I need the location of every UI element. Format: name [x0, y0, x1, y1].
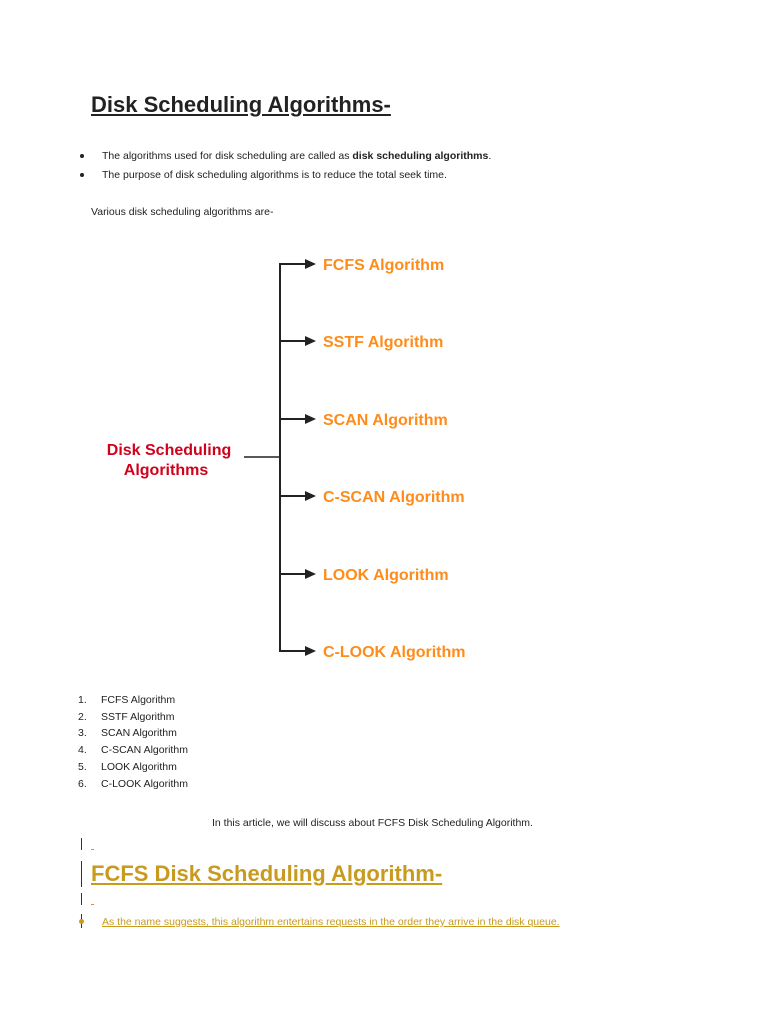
edit-marker-bar: [81, 861, 82, 887]
diagram-root-label-line2: Algorithms: [123, 462, 209, 479]
article-intro-text: In this article, we will discuss about FCFS Disk Scheduling Algorithm.: [212, 817, 533, 829]
arrow-head-icon: [305, 336, 316, 346]
list-item: 5. LOOK Algorithm: [78, 760, 177, 773]
bullet-item: The purpose of disk scheduling algorithms is to reduce the total seek time.: [80, 166, 491, 185]
bullet-dot-icon: [79, 919, 84, 924]
diagram-branch-label: SCAN Algorithm: [323, 412, 448, 429]
diagram-branch-label: LOOK Algorithm: [323, 567, 449, 584]
edit-marker-tick: [91, 904, 94, 905]
diagram-branch-label: FCFS Algorithm: [323, 257, 445, 274]
intro-text: Various disk scheduling algorithms are-: [91, 206, 274, 218]
disk-scheduling-diagram: [0, 240, 768, 680]
diagram-branch-label: C-LOOK Algorithm: [323, 644, 466, 661]
arrow-head-icon: [305, 259, 316, 269]
edit-marker-bar: [81, 893, 82, 905]
diagram-branch-label: SSTF Algorithm: [323, 334, 444, 351]
list-item: 6. C-LOOK Algorithm: [78, 777, 188, 790]
diagram-branch-label: C-SCAN Algorithm: [323, 489, 465, 506]
arrow-head-icon: [305, 569, 316, 579]
section-bullet-text: As the name suggests, this algorithm entertains requests in the order they arrive in the disk queue.: [102, 916, 560, 928]
algorithm-numbered-list: [78, 692, 188, 792]
list-item: 1. FCFS Algorithm: [78, 694, 176, 706]
list-item: 4. C-SCAN Algorithm: [78, 744, 188, 757]
arrow-head-icon: [305, 646, 316, 656]
arrow-head-icon: [305, 414, 316, 424]
edit-marker-bar: [81, 838, 82, 850]
list-item: 2. SSTF Algorithm: [78, 710, 175, 723]
bullet-item: The algorithms used for disk scheduling are called as disk scheduling algorithms.: [80, 147, 491, 166]
page-title: Disk Scheduling Algorithms-: [91, 92, 391, 117]
intro-bullet-list: [80, 147, 491, 185]
section-heading: FCFS Disk Scheduling Algorithm-: [91, 861, 443, 886]
arrow-head-icon: [305, 491, 316, 501]
edit-marker-tick: [91, 849, 94, 850]
list-item: 3. SCAN Algorithm: [78, 727, 177, 740]
diagram-root-label-line1: Disk Scheduling: [106, 442, 232, 459]
